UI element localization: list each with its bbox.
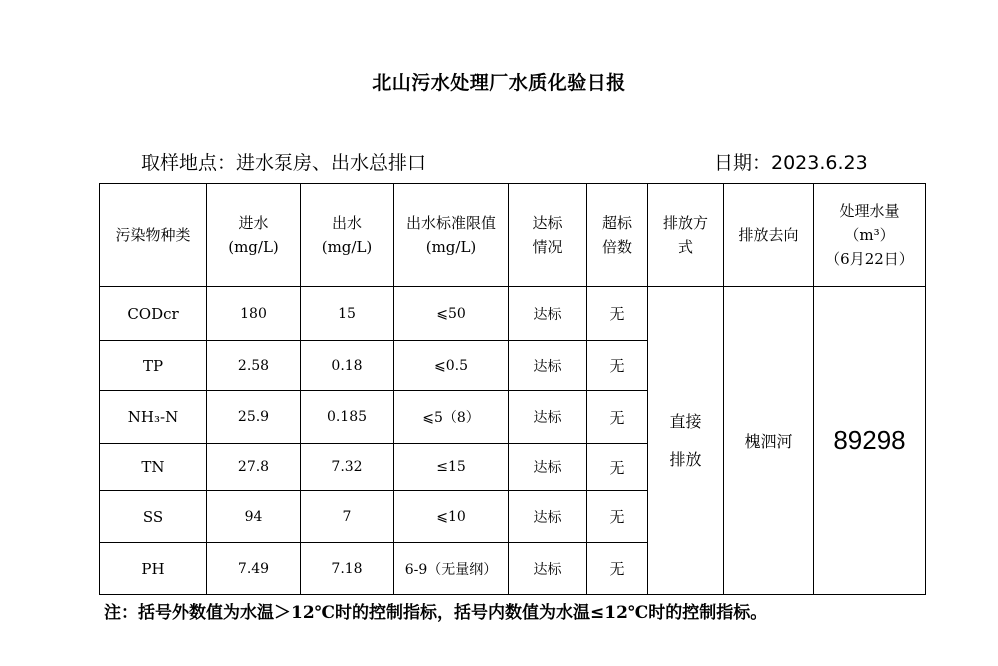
limit-value: ⩽10 bbox=[394, 491, 509, 543]
status-value: 达标 bbox=[509, 491, 587, 543]
influent-value: 180 bbox=[207, 287, 301, 341]
effluent-value: 15 bbox=[301, 287, 394, 341]
water-quality-table bbox=[99, 183, 926, 595]
influent-value: 94 bbox=[207, 491, 301, 543]
pollutant-name: CODcr bbox=[100, 287, 207, 341]
influent-value: 25.9 bbox=[207, 391, 301, 444]
limit-value: ⩽50 bbox=[394, 287, 509, 341]
status-value: 达标 bbox=[509, 341, 587, 391]
pollutant-name: SS bbox=[100, 491, 207, 543]
pollutant-name: PH bbox=[100, 543, 207, 595]
header-status: 达标 情况 bbox=[509, 184, 587, 287]
exceed-value: 无 bbox=[587, 341, 648, 391]
exceed-value: 无 bbox=[587, 444, 648, 491]
pollutant-name: TN bbox=[100, 444, 207, 491]
pollutant-name: TP bbox=[100, 341, 207, 391]
effluent-value: 7 bbox=[301, 491, 394, 543]
status-value: 达标 bbox=[509, 287, 587, 341]
influent-value: 2.58 bbox=[207, 341, 301, 391]
effluent-value: 7.18 bbox=[301, 543, 394, 595]
discharge-method: 直接 排放 bbox=[648, 287, 724, 595]
header-limit: 出水标准限值 (mg/L) bbox=[394, 184, 509, 287]
header-volume: 处理水量 （m³） （6月22日） bbox=[814, 184, 926, 287]
effluent-value: 0.18 bbox=[301, 341, 394, 391]
report-date: 日期：2023.6.23 bbox=[714, 152, 868, 174]
header-destination: 排放去向 bbox=[724, 184, 814, 287]
effluent-value: 7.32 bbox=[301, 444, 394, 491]
influent-value: 27.8 bbox=[207, 444, 301, 491]
pollutant-name: NH₃-N bbox=[100, 391, 207, 444]
exceed-value: 无 bbox=[587, 287, 648, 341]
influent-value: 7.49 bbox=[207, 543, 301, 595]
exceed-value: 无 bbox=[587, 491, 648, 543]
exceed-value: 无 bbox=[587, 543, 648, 595]
footnote: 注：括号外数值为水温＞12℃时的控制指标，括号内数值为水温≤12℃时的控制指标。 bbox=[104, 603, 768, 623]
header-discharge-method: 排放方 式 bbox=[648, 184, 724, 287]
header-influent: 进水 (mg/L) bbox=[207, 184, 301, 287]
header-pollutant: 污染物种类 bbox=[100, 184, 207, 287]
header-exceed: 超标 倍数 bbox=[587, 184, 648, 287]
limit-value: ⩽0.5 bbox=[394, 341, 509, 391]
limit-value: 6-9（无量纲） bbox=[394, 543, 509, 595]
treated-volume: 89298 bbox=[814, 287, 926, 595]
sampling-location: 取样地点：进水泵房、出水总排口 bbox=[141, 152, 427, 174]
header-row bbox=[100, 184, 926, 287]
table-row bbox=[100, 287, 926, 341]
report-title: 北山污水处理厂水质化验日报 bbox=[372, 72, 626, 94]
status-value: 达标 bbox=[509, 543, 587, 595]
exceed-value: 无 bbox=[587, 391, 648, 444]
discharge-destination: 槐泗河 bbox=[724, 287, 814, 595]
status-value: 达标 bbox=[509, 444, 587, 491]
limit-value: ≤15 bbox=[394, 444, 509, 491]
status-value: 达标 bbox=[509, 391, 587, 444]
header-effluent: 出水 (mg/L) bbox=[301, 184, 394, 287]
limit-value: ⩽5（8） bbox=[394, 391, 509, 444]
effluent-value: 0.185 bbox=[301, 391, 394, 444]
